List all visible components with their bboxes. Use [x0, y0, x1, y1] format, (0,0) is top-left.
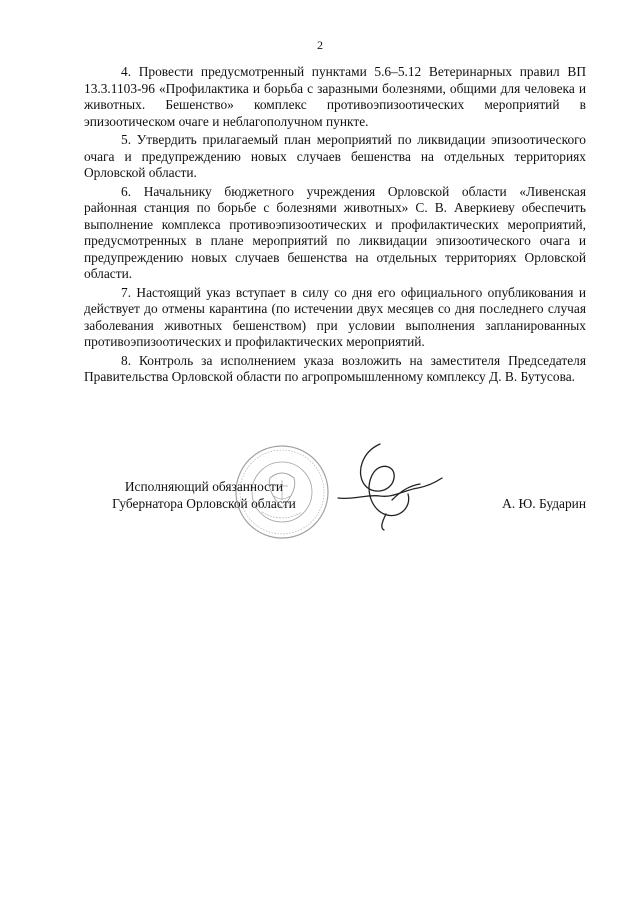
document-body — [84, 64, 586, 388]
signer-name: А. Ю. Бударин — [502, 496, 586, 511]
paragraph-4: 4. Провести предусмотренный пунктами 5.6–5.12 Ветеринарных правил ВП 13.3.1103-96 «Профилактика и борьба с заразными болезнями, общими для человека и животных. Бешенство» комплекс противоэпизоотических мероприятий в эпизоотическом очаге и неблагополучном пункте. — [84, 64, 586, 129]
paragraph-6: 6. Начальнику бюджетного учреждения Орловской области «Ливенская районная станция по борьбе с болезнями животных» С. В. Аверкиеву обеспечить выполнение комплекса противоэпизоотических и профилактических мероприятий, предусмотренных в плане мероприятий по ликвидации эпизоотического очага и предупреждению новых случаев бешенства на отдельных территориях Орловской области. — [84, 183, 586, 281]
page-number: 2 — [317, 38, 323, 52]
official-seal-icon — [232, 442, 332, 542]
paragraph-7: 7. Настоящий указ вступает в силу со дня его официального опубликования и действует до отмены карантина (по истечении двух месяцев со дня последнего случая заболевания животных бешенством) при условии выполнения запланированных противоэпизоотических и профилактических мероприятий. — [84, 284, 586, 349]
signature-block — [84, 440, 586, 540]
signer-title-line-2: Губернатора Орловской области — [112, 496, 296, 511]
paragraph-8: 8. Контроль за исполнением указа возложить на заместителя Председателя Правительства Орловской области по агропромышленному комплексу Д. В. Бутусова. — [84, 352, 586, 384]
handwritten-signature-icon — [334, 438, 444, 534]
paragraph-5: 5. Утвердить прилагаемый план мероприятий по ликвидации эпизоотического очага и предупреждению новых случаев бешенства на отдельных территориях Орловской области. — [84, 132, 586, 180]
signer-title-line-1: Исполняющий обязанности — [124, 479, 284, 494]
